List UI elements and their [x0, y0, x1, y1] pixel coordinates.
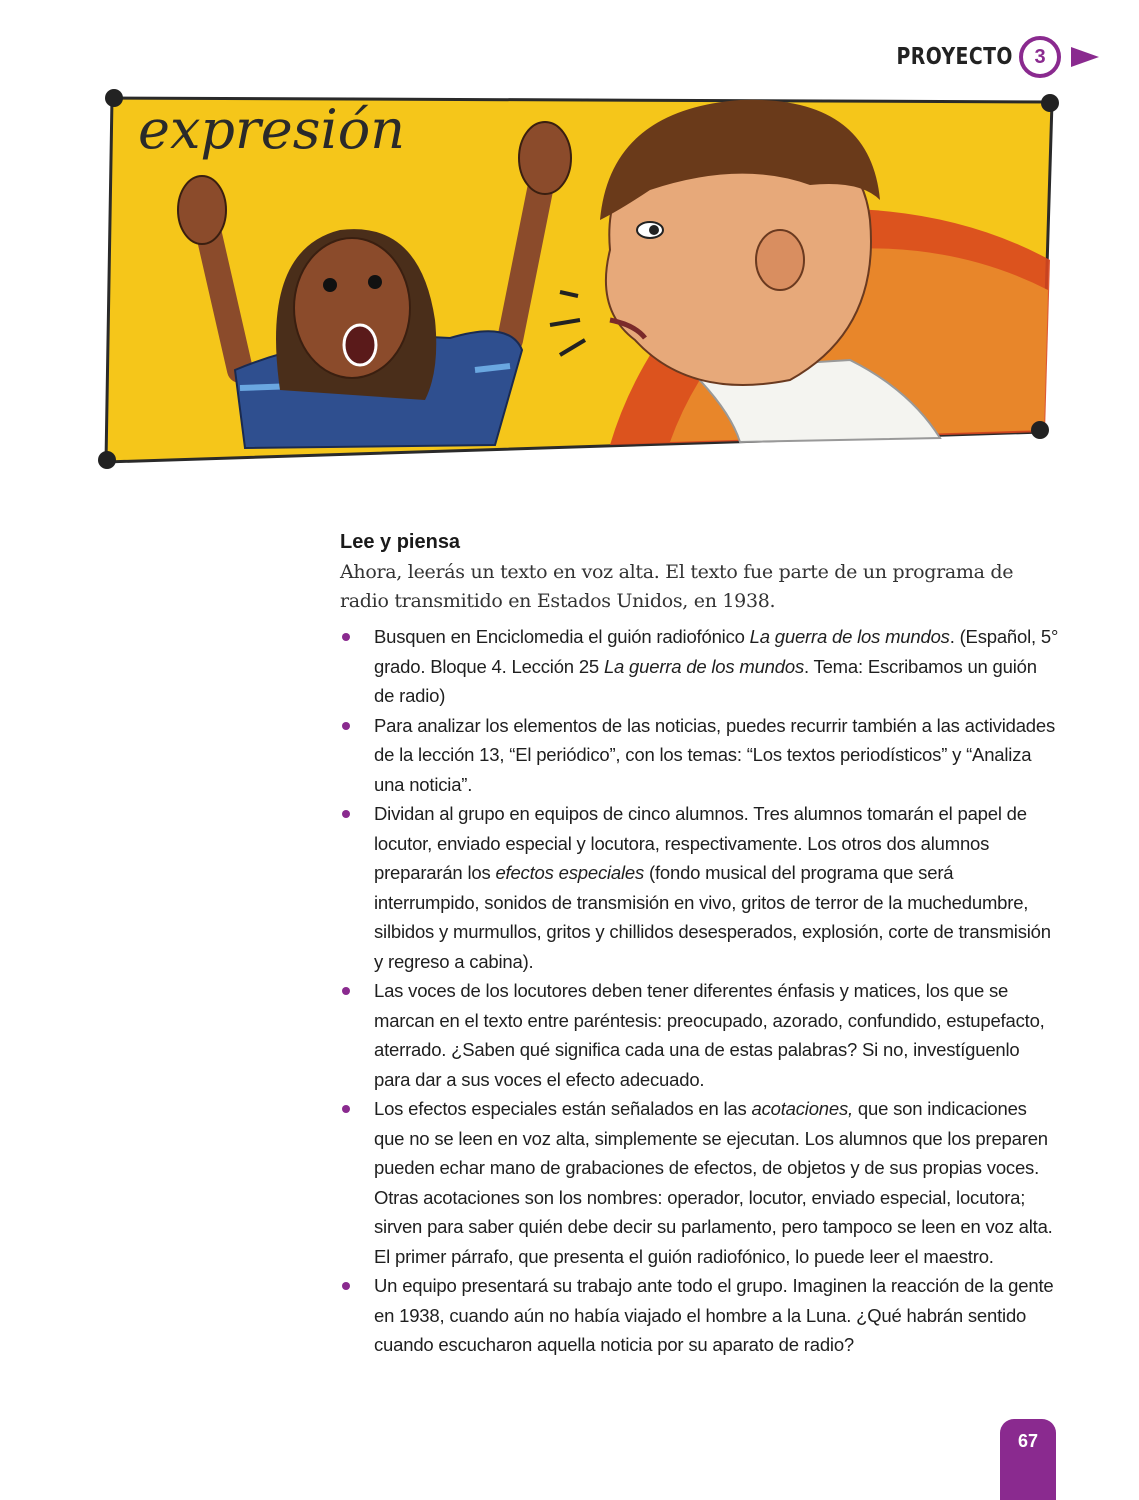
bolt-icon	[1041, 94, 1059, 112]
bullet-icon	[342, 1105, 350, 1113]
bolt-icon	[1031, 421, 1049, 439]
illustration-caption: expresión	[138, 98, 406, 161]
list-item: Los efectos especiales están señalados en las acotaciones, que son indicaciones que no se leen en voz alta, simplemente se ejecutan. Los alumnos que los preparen pueden echar mano de grabaciones de efectos, de objetos y de sus propias voces. Otras acotaciones son los nombres: operador, locutor, enviado especial, locutora; sirven para saber quién debe decir su parlamento, pero tampoco se leen en voz alta. El primer párrafo, que presenta el guión radiofónico, lo puede leer el maestro.	[340, 1094, 1060, 1271]
section-title: Lee y piensa	[340, 531, 461, 553]
project-number-badge: 3	[1019, 36, 1061, 78]
instructions-list	[340, 622, 1060, 1360]
bolt-icon	[105, 89, 123, 107]
bullet-icon	[342, 810, 350, 818]
list-item: Las voces de los locutores deben tener diferentes énfasis y matices, los que se marcan en el texto entre paréntesis: preocupado, azorado, confundido, estupefacto, aterrado. ¿Saben qué significa cada una de estas palabras? Si no, investíguenlo para dar a sus voces el efecto adecuado.	[340, 976, 1060, 1094]
list-item: Un equipo presentará su trabajo ante todo el grupo. Imaginen la reacción de la gente en 1938, cuando aún no había viajado el hombre a la Luna. ¿Qué habrán sentido cuando escucharon aquella noticia por su aparato de radio?	[340, 1271, 1060, 1360]
reading-section	[340, 531, 1060, 1360]
intro-paragraph: Ahora, leerás un texto en voz alta. El texto fue parte de un programa de radio transmitido en Estados Unidos, en 1938.	[340, 561, 1014, 612]
bullet-icon	[342, 987, 350, 995]
bullet-icon	[342, 722, 350, 730]
bolt-icon	[98, 451, 116, 469]
list-item: Busquen en Enciclomedia el guión radiofónico La guerra de los mundos. (Español, 5° grado. Bloque 4. Lección 25 La guerra de los mundos. Tema: Escribamos un guión de radio)	[340, 622, 1060, 711]
list-item: Para analizar los elementos de las noticias, puedes recurrir también a las actividades de la lección 13, “El periódico”, con los temas: “Los textos periodísticos” y “Analiza una noticia”.	[340, 711, 1060, 800]
page-number: 67	[1000, 1419, 1056, 1500]
arrow-right-icon	[1071, 47, 1099, 67]
bullet-icon	[342, 633, 350, 641]
list-item: Dividan al grupo en equipos de cinco alumnos. Tres alumnos tomarán el papel de locutor, enviado especial y locutora, respectivamente. Los otros dos alumnos prepararán los efectos especiales (fondo musical del programa que será interrumpido, sonidos de transmisión en vivo, gritos de terror de la muchedumbre, silbidos y murmullos, gritos y chillidos desesperados, explosión, corte de transmisión y regreso a cabina).	[340, 799, 1060, 976]
bullet-icon	[342, 1282, 350, 1290]
project-label: PROYECTO	[896, 44, 1013, 70]
illustration-expression	[90, 70, 1070, 490]
